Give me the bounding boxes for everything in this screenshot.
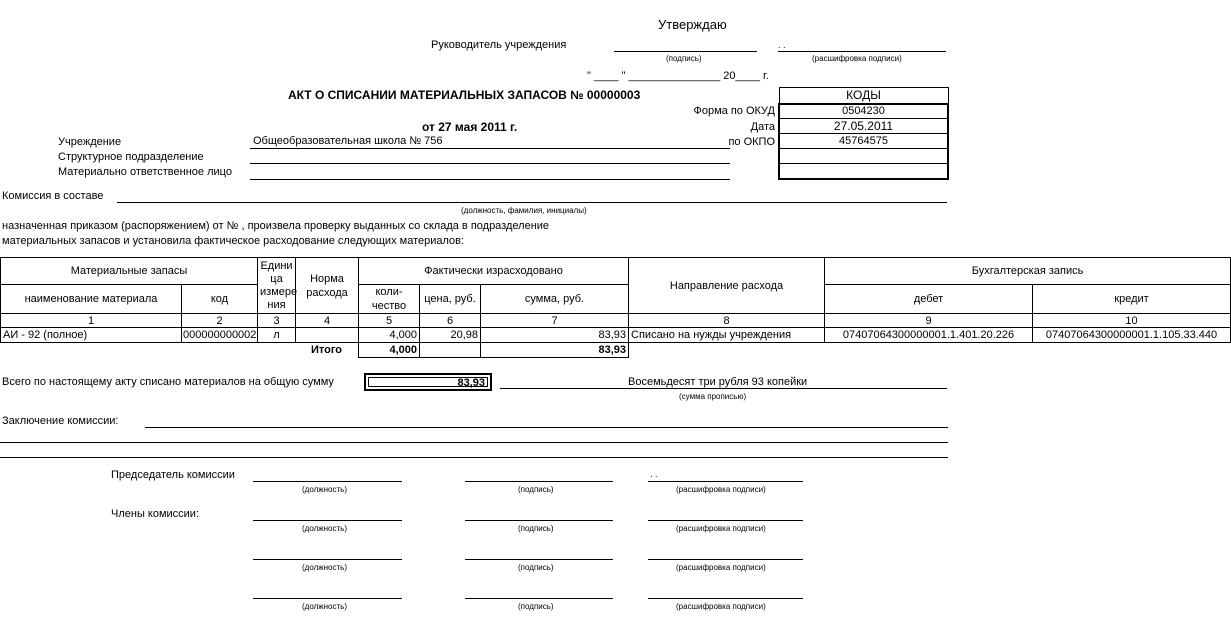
member2-signature-hint: (подпись) [518,563,554,572]
conclusion-line-1 [145,427,948,428]
document-date: от 27 мая 2011 г. [422,120,518,134]
member1-position-hint: (должность) [302,524,347,533]
head-signature-hint: (подпись) [666,54,702,63]
total-qty: 4,000 [359,343,420,358]
member3-decoding-line [648,598,803,599]
col-number: 8 [629,314,825,328]
member1-decoding-line [648,520,803,521]
summary-amount: 83,93 [368,377,488,387]
member2-decoding-line [648,559,803,560]
chair-position-line [253,481,402,482]
total-row [1,343,1231,358]
h-unit [258,258,296,314]
commission-hint: (должность, фамилия, инициалы) [461,206,587,215]
institution-line [250,148,730,149]
col-number: 5 [359,314,420,328]
h-norm-1: Норма [310,272,344,285]
h-actual: Фактически израсходовано [359,258,629,285]
member1-position-line [253,520,402,521]
h-norm-2: расхода [306,286,348,299]
head-signature-line [614,51,757,52]
chair-dots: . . [650,469,658,479]
department-label: Структурное подразделение [58,151,204,163]
member2-position-hint: (должность) [302,563,347,572]
h-materials: Материальные запасы [1,258,258,285]
summary-words: Восемьдесят три рубля 93 копейки [628,376,808,388]
chair-decoding-hint: (расшифровка подписи) [676,485,766,494]
member1-signature-hint: (подпись) [518,524,554,533]
cell-code: 000000000002 [183,329,257,341]
cell-qty: 4,000 [359,328,420,343]
chair-signature-hint: (подпись) [518,485,554,494]
col-number: 6 [420,314,481,328]
col-numbers-row [1,314,1231,328]
h-debit: дебет [825,285,1033,314]
summary-words-hint: (сумма прописью) [679,392,747,401]
cell-debit: 07407064300000001.1.401.20.226 [825,328,1033,343]
codes-empty-1 [779,149,948,164]
col-number: 9 [825,314,1033,328]
header-row-2 [1,285,1231,314]
h-unit-4: ния [267,298,286,311]
chair-signature-line [465,481,613,482]
total-sum: 83,93 [481,343,629,358]
h-qty [359,285,420,314]
cell-norm [296,328,359,343]
member2-signature-line [465,559,613,560]
member3-position-hint: (должность) [302,602,347,611]
chair-decoding-line [648,481,803,482]
h-price: цена, руб. [420,285,481,314]
total-price-empty [420,343,481,358]
member3-signature-line [465,598,613,599]
responsible-label: Материально ответственное лицо [58,166,232,178]
head-label: Руководитель учреждения [431,39,567,51]
summary-label: Всего по настоящему акту списано материалов на общую сумму [2,376,334,388]
cell-direction: Списано на нужды учреждения [629,328,825,343]
total-label: Итого [1,343,359,358]
member1-decoding-hint: (расшифровка подписи) [676,524,766,533]
h-accounting: Бухгалтерская запись [825,258,1231,285]
h-norm [296,258,359,314]
member2-decoding-hint: (расшифровка подписи) [676,563,766,572]
codes-okud-value: 0504230 [779,104,948,119]
order-text-2: материальных запасов и установила фактическое расходование следующих материалов: [2,235,465,247]
col-number: 3 [258,314,296,328]
h-sum: сумма, руб. [481,285,629,314]
summary-amount-box [364,373,492,391]
head-dots: . . [778,40,786,50]
materials-table [0,257,1231,358]
member3-position-line [253,598,402,599]
col-number: 10 [1033,314,1231,328]
col-number: 1 [1,314,182,328]
approval-date-line: " ____ " _______________ 20____ г. [587,70,769,82]
codes-header: КОДЫ [779,88,948,104]
table-row [1,328,1231,343]
chair-position-hint: (должность) [302,485,347,494]
h-code: код [182,285,258,314]
h-credit: кредит [1033,285,1231,314]
codes-table [778,87,949,180]
approval-title: Утверждаю [658,17,727,32]
conclusion-label: Заключение комиссии: [2,415,119,427]
h-unit-3: измере [260,285,298,298]
institution-value: Общеобразовательная школа № 756 [253,135,443,147]
member3-decoding-hint: (расшифровка подписи) [676,602,766,611]
responsible-line [250,179,730,180]
cell-price: 20,98 [420,328,481,343]
h-qty-1: коли- [375,286,403,298]
member2-position-line [253,559,402,560]
codes-okpo-text: 45764575 [839,135,888,147]
conclusion-line-3 [0,457,948,458]
chair-label: Председатель комиссии [111,469,235,481]
cell-credit: 07407064300000001.1.105.33.440 [1033,328,1231,343]
col-number: 2 [182,314,258,328]
okpo-label: по ОКПО [728,136,775,148]
h-name: наименование материала [1,285,182,314]
head-decoding-hint: (расшифровка подписи) [812,54,902,63]
form-okud-label: Форма по ОКУД [693,105,775,117]
member3-signature-hint: (подпись) [518,602,554,611]
commission-label: Комиссия в составе [2,190,104,202]
summary-words-line [500,388,947,389]
members-label: Члены комиссии: [111,508,200,520]
h-qty-2: чество [371,300,407,312]
codes-okpo-value [779,134,948,149]
member1-signature-line [465,520,613,521]
cell-unit: л [258,328,296,343]
header-row-1 [1,258,1231,285]
document-title: АКТ О СПИСАНИИ МАТЕРИАЛЬНЫХ ЗАПАСОВ № 00000003 [288,88,641,102]
head-decoding-line [778,51,946,52]
h-unit-1: Едини [260,259,293,272]
cell-sum: 83,93 [481,328,629,343]
department-line [250,163,730,164]
institution-label: Учреждение [58,136,122,148]
cell-name: АИ - 92 (полное) [1,328,182,343]
commission-line [117,202,947,203]
h-unit-2: ца [270,272,283,285]
codes-date-value: 27.05.2011 [779,119,948,134]
col-number: 4 [296,314,359,328]
h-direction: Направление расхода [629,258,825,314]
codes-empty-2 [779,164,948,179]
total-spacer [629,343,1231,358]
order-text-1: назначенная приказом (распоряжением) от № , произвела проверку выданных со склада в подразделение [2,220,550,232]
date-code-label: Дата [750,121,775,133]
conclusion-line-2 [0,442,948,443]
col-number: 7 [481,314,629,328]
